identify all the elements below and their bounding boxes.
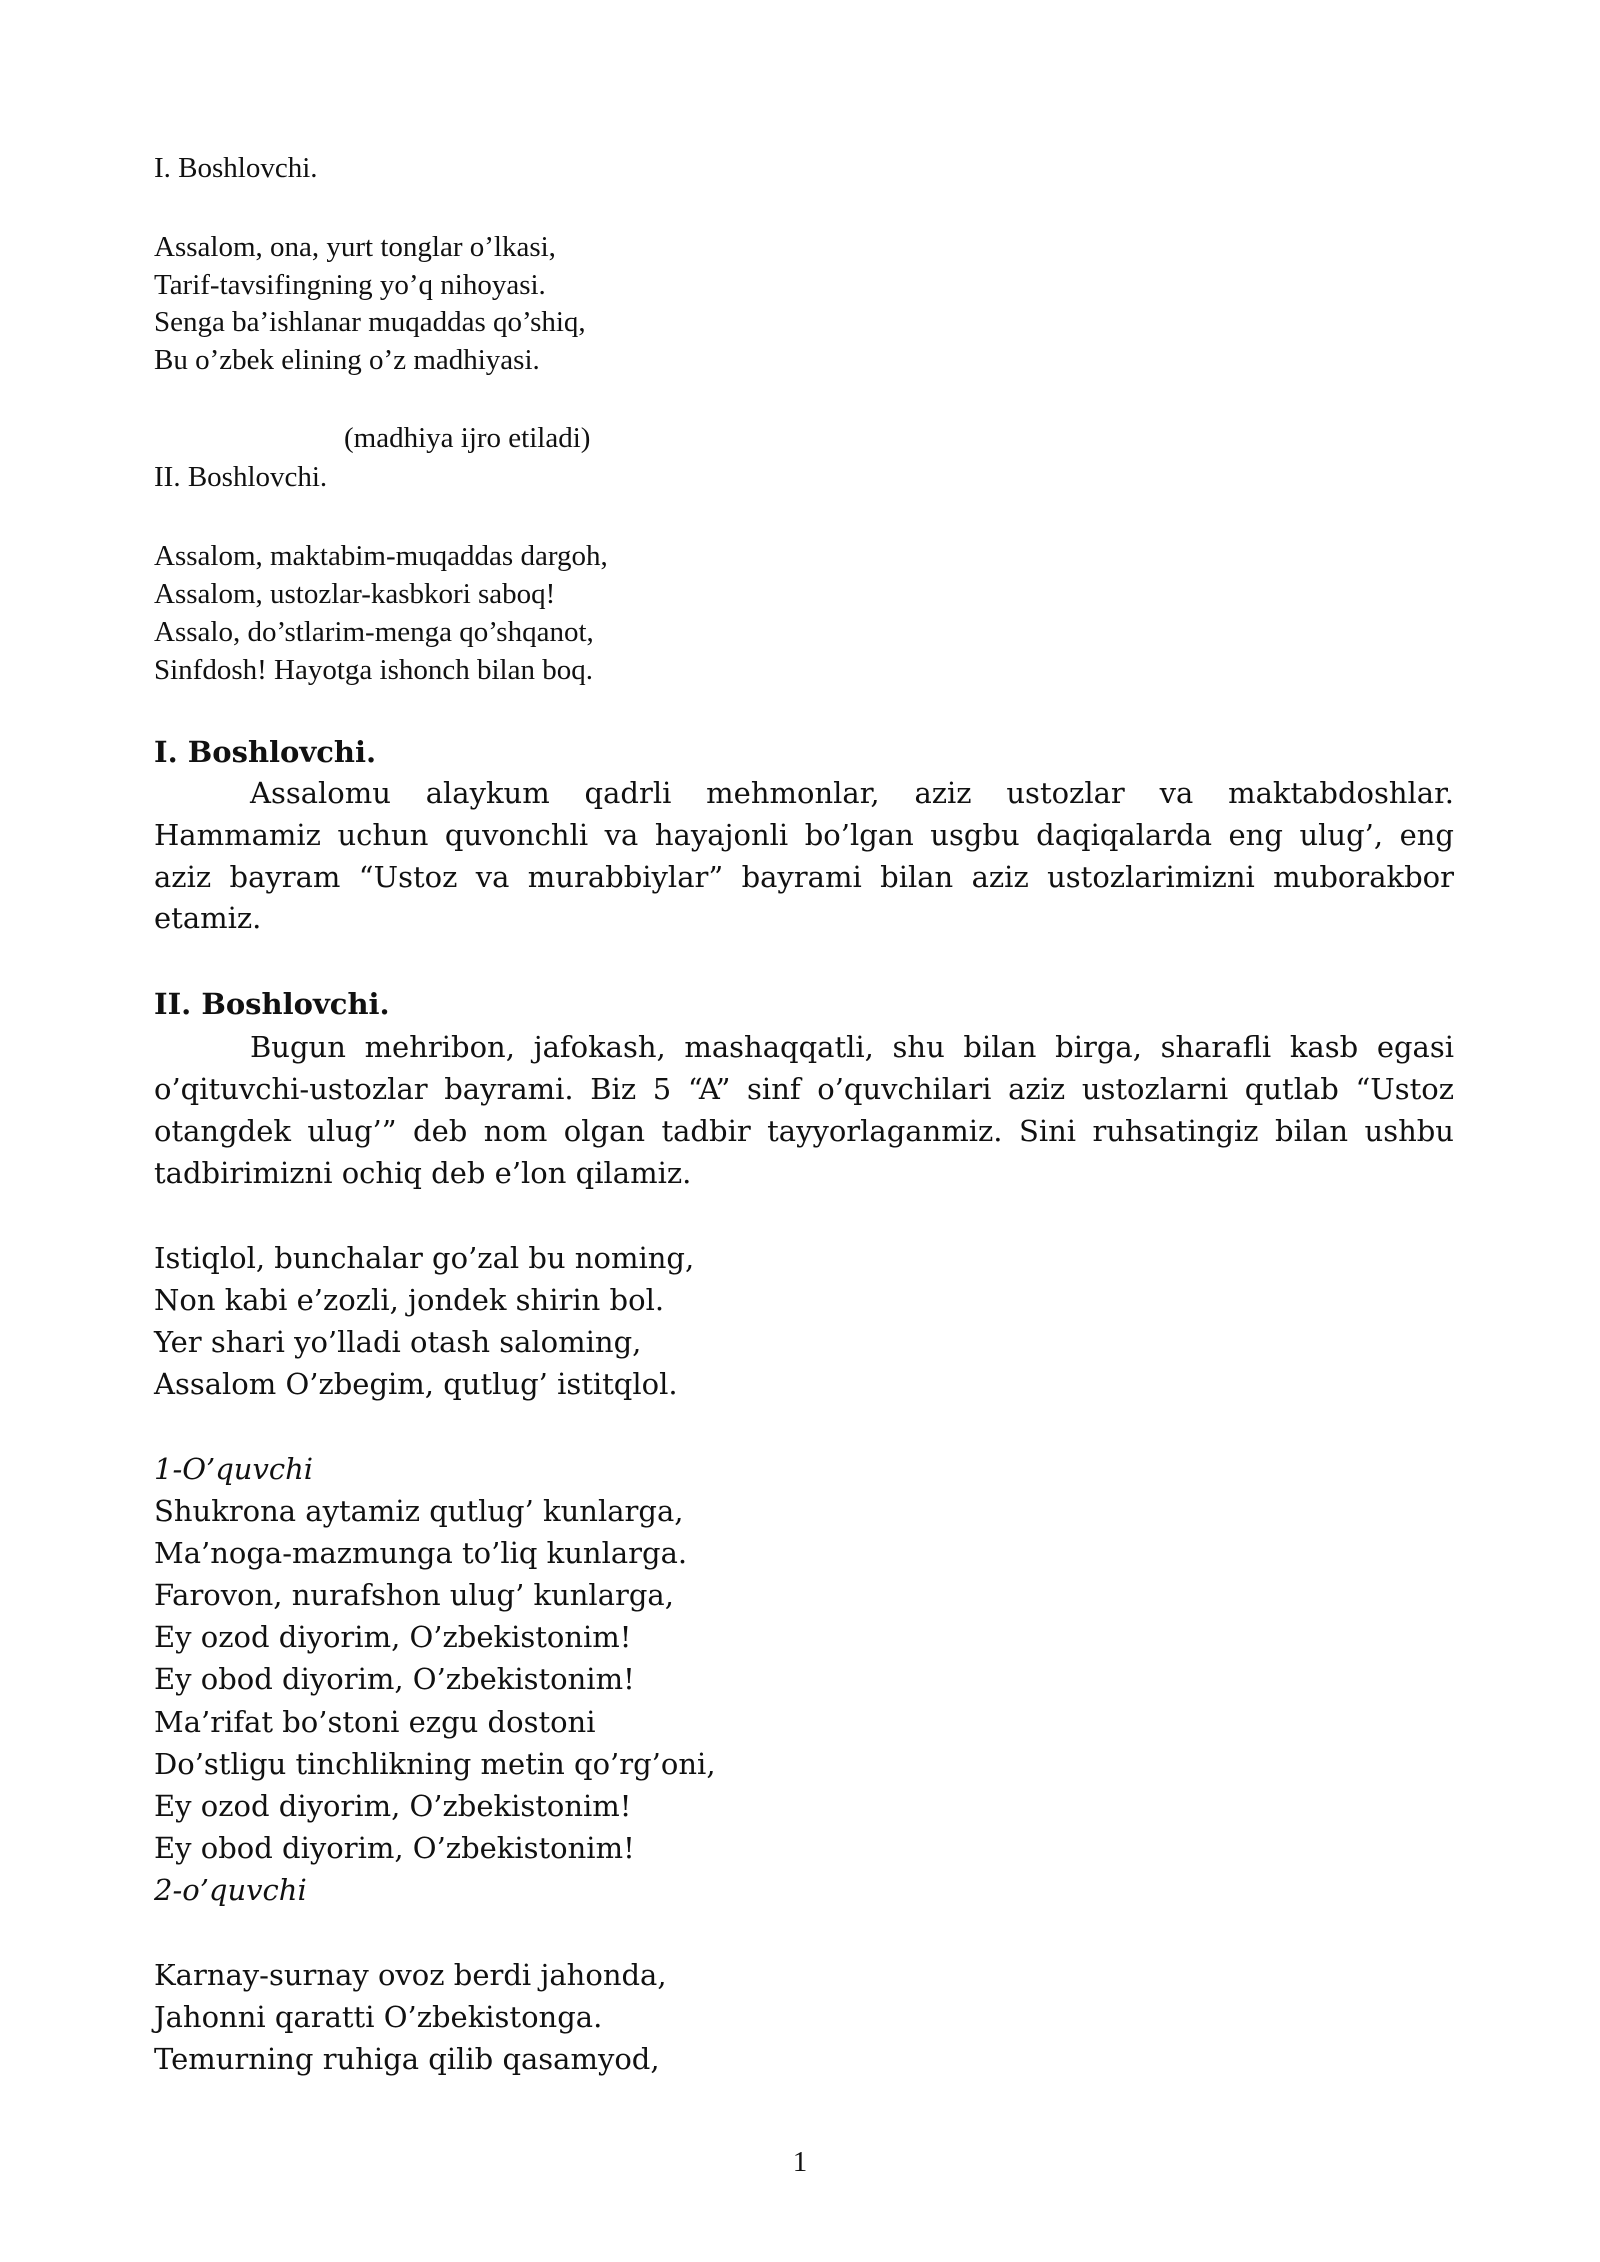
section-heading: II. Boshlovchi.	[154, 987, 390, 1021]
poem-line: Yer shari yo’lladi otash saloming,	[154, 1325, 642, 1359]
page-number: 1	[792, 2146, 808, 2178]
section-heading: I. Boshlovchi.	[154, 735, 377, 769]
section-heading: II. Boshlovchi.	[154, 461, 328, 493]
poem-line: Jahonni qaratti O’zbekistonga.	[154, 2000, 603, 2034]
poem-line: Ey ozod diyorim, O’zbekistonim!	[154, 1620, 632, 1654]
poem-line: Senga ba’ishlanar muqaddas qo’shiq,	[154, 306, 586, 338]
poem-line: Karnay-surnay ovoz berdi jahonda,	[154, 1958, 667, 1992]
paragraph-line: otangdek ulug’” deb nom olgan tadbir tayyorlaganmiz. Sini ruhsatingiz bilan ushbu	[154, 1114, 1454, 1148]
poem-line: Farovon, nurafshon ulug’ kunlarga,	[154, 1578, 674, 1612]
poem-line: Temurning ruhiga qilib qasamyod,	[154, 2042, 660, 2076]
poem-line: Ey obod diyorim, O’zbekistonim!	[154, 1831, 635, 1865]
poem-line: Ey obod diyorim, O’zbekistonim!	[154, 1662, 635, 1696]
stage-note: (madhiya ijro etiladi)	[344, 422, 591, 454]
speaker-label: 1-O’quvchi	[154, 1452, 314, 1486]
poem-line: Assalom, ona, yurt tonglar o’lkasi,	[154, 231, 556, 263]
poem-line: Non kabi e’zozli, jondek shirin bol.	[154, 1283, 665, 1317]
poem-line: Do’stligu tinchlikning metin qo’rg’oni,	[154, 1747, 716, 1781]
poem-line: Sinfdosh! Hayotga ishonch bilan boq.	[154, 654, 593, 686]
poem-line: Ma’noga-mazmunga to’liq kunlarga.	[154, 1536, 688, 1570]
poem-line: Ma’rifat bo’stoni ezgu dostoni	[154, 1705, 596, 1739]
paragraph-line: Assalomu alaykum qadrli mehmonlar, aziz ustozlar va maktabdoshlar.	[250, 776, 1454, 810]
poem-line: Istiqlol, bunchalar go’zal bu noming,	[154, 1241, 695, 1275]
speaker-label: 2-o’quvchi	[154, 1873, 307, 1907]
poem-line: Shukrona aytamiz qutlug’ kunlarga,	[154, 1494, 684, 1528]
poem-line: Tarif-tavsifingning yo’q nihoyasi.	[154, 269, 546, 301]
poem-line: Ey ozod diyorim, O’zbekistonim!	[154, 1789, 632, 1823]
paragraph-line: tadbirimizni ochiq deb e’lon qilamiz.	[154, 1156, 692, 1190]
paragraph-line: Bugun mehribon, jafokash, mashaqqatli, shu bilan birga, sharafli kasb egasi	[250, 1030, 1454, 1064]
paragraph-line: aziz bayram “Ustoz va murabbiylar” bayrami bilan aziz ustozlarimizni muborakbor	[154, 860, 1454, 894]
poem-line: Bu o’zbek elining o’z madhiyasi.	[154, 344, 540, 376]
poem-line: Assalom, maktabim-muqaddas dargoh,	[154, 540, 608, 572]
poem-line: Assalo, do’stlarim-menga qo’shqanot,	[154, 616, 594, 648]
section-heading: I. Boshlovchi.	[154, 152, 318, 184]
paragraph-line: o’qituvchi-ustozlar bayrami. Biz 5 “A” sinf o’quvchilari aziz ustozlarni qutlab “Ustoz	[154, 1072, 1454, 1106]
paragraph-line: etamiz.	[154, 901, 262, 935]
poem-line: Assalom O’zbegim, qutlug’ istitqlol.	[154, 1367, 678, 1401]
poem-line: Assalom, ustozlar-kasbkori saboq!	[154, 578, 556, 610]
paragraph-line: Hammamiz uchun quvonchli va hayajonli bo’lgan usgbu daqiqalarda eng ulug’, eng	[154, 818, 1454, 852]
